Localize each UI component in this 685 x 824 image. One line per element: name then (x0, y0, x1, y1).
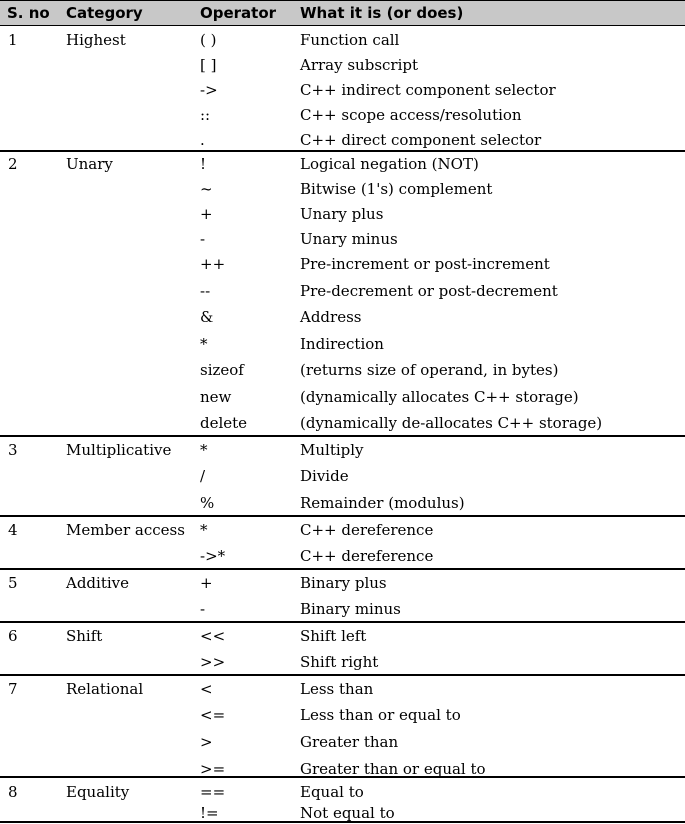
group-serial-number: 4 (8, 521, 18, 539)
description-cell: Unary plus (300, 205, 384, 223)
header-category: Category (66, 4, 143, 22)
operator-cell: [ ] (200, 56, 217, 74)
table-header (0, 0, 685, 26)
description-cell: C++ scope access/resolution (300, 106, 522, 124)
operator-cell: * (200, 335, 208, 353)
description-cell: Shift left (300, 627, 367, 645)
description-cell: Equal to (300, 783, 364, 801)
description-cell: Less than (300, 680, 374, 698)
operator-cell: >> (200, 653, 226, 671)
operator-cell: - (200, 230, 206, 248)
operator-cell: + (200, 574, 213, 592)
operator-cell: ->* (200, 547, 226, 565)
operator-cell: <= (200, 706, 226, 724)
group-category: Relational (66, 680, 144, 698)
description-cell: Greater than (300, 733, 399, 751)
group-separator (0, 674, 685, 676)
description-cell: Address (300, 308, 362, 326)
description-cell: Binary minus (300, 600, 401, 618)
operator-cell: new (200, 388, 232, 406)
operator-cell: >= (200, 760, 226, 778)
group-separator (0, 150, 685, 152)
operator-cell: & (200, 308, 214, 326)
group-serial-number: 5 (8, 574, 18, 592)
description-cell: Bitwise (1's) complement (300, 180, 493, 198)
operator-cell: < (200, 680, 213, 698)
operator-cell: * (200, 521, 208, 539)
operator-cell: << (200, 627, 226, 645)
description-cell: Multiply (300, 441, 364, 459)
operator-cell: > (200, 733, 213, 751)
header-operator: Operator (200, 4, 277, 22)
description-cell: Greater than or equal to (300, 760, 486, 778)
operator-cell: sizeof (200, 361, 244, 379)
description-cell: Divide (300, 467, 349, 485)
operator-cell: ++ (200, 255, 226, 273)
group-separator (0, 435, 685, 437)
group-category: Additive (66, 574, 130, 592)
operator-cell: delete (200, 414, 248, 432)
group-serial-number: 1 (8, 31, 18, 49)
description-cell: C++ indirect component selector (300, 81, 556, 99)
operator-cell: + (200, 205, 213, 223)
description-cell: (dynamically de-allocates C++ storage) (300, 414, 603, 432)
group-separator (0, 776, 685, 778)
group-separator (0, 568, 685, 570)
operator-cell: . (200, 131, 205, 149)
operator-cell: -> (200, 81, 218, 99)
operator-cell: ~ (200, 180, 213, 198)
operator-cell: ! (200, 155, 207, 173)
group-category: Multiplicative (66, 441, 172, 459)
group-category: Shift (66, 627, 103, 645)
group-serial-number: 2 (8, 155, 18, 173)
group-serial-number: 8 (8, 783, 18, 801)
description-cell: Remainder (modulus) (300, 494, 465, 512)
operator-cell: :: (200, 106, 211, 124)
header-description: What it is (or does) (300, 4, 464, 22)
group-category: Unary (66, 155, 113, 173)
description-cell: Binary plus (300, 574, 387, 592)
operator-cell: == (200, 783, 226, 801)
group-separator (0, 621, 685, 623)
description-cell: Pre-decrement or post-decrement (300, 282, 558, 300)
group-category: Highest (66, 31, 126, 49)
description-cell: Not equal to (300, 804, 395, 822)
group-category: Equality (66, 783, 130, 801)
description-cell: Logical negation (NOT) (300, 155, 479, 173)
description-cell: Pre-increment or post-increment (300, 255, 550, 273)
description-cell: C++ direct component selector (300, 131, 542, 149)
description-cell: Shift right (300, 653, 379, 671)
description-cell: Function call (300, 31, 400, 49)
description-cell: C++ dereference (300, 547, 434, 565)
group-serial-number: 6 (8, 627, 18, 645)
description-cell: Less than or equal to (300, 706, 461, 724)
operator-cell: - (200, 600, 206, 618)
group-serial-number: 3 (8, 441, 18, 459)
operator-cell: % (200, 494, 215, 512)
operator-cell: -- (200, 282, 211, 300)
group-serial-number: 7 (8, 680, 18, 698)
header-sno: S. no (7, 4, 50, 22)
description-cell: (returns size of operand, in bytes) (300, 361, 559, 379)
group-category: Member access (66, 521, 185, 539)
operator-cell: * (200, 441, 208, 459)
operator-cell: / (200, 467, 206, 485)
description-cell: C++ dereference (300, 521, 434, 539)
group-separator (0, 515, 685, 517)
description-cell: Unary minus (300, 230, 398, 248)
description-cell: Indirection (300, 335, 384, 353)
description-cell: (dynamically allocates C++ storage) (300, 388, 579, 406)
operator-cell: != (200, 804, 219, 822)
description-cell: Array subscript (300, 56, 419, 74)
operator-cell: ( ) (200, 31, 217, 49)
